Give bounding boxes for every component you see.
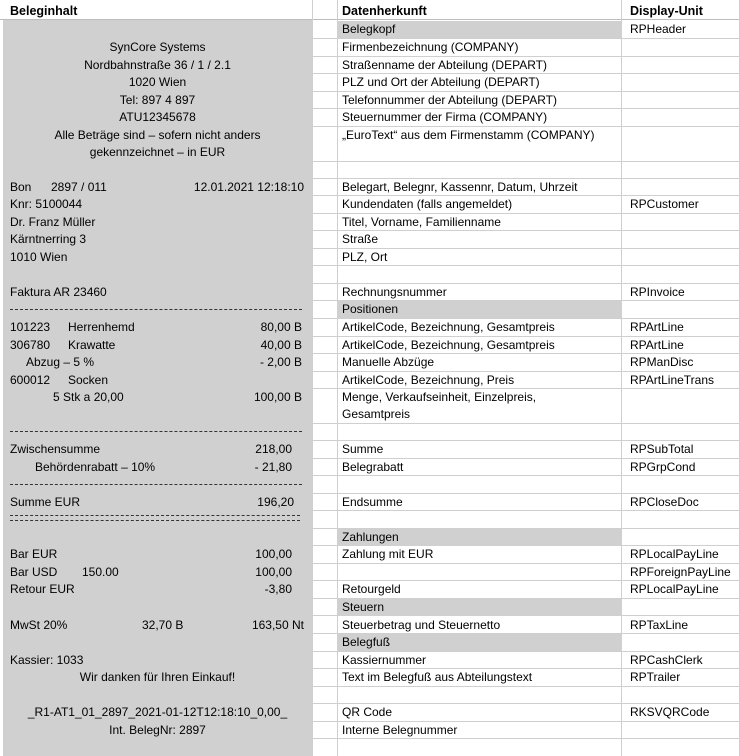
line-name: Krawatte (68, 338, 116, 352)
source-text: „EuroText“ aus dem Firmenstamm (COMPANY) (342, 128, 595, 142)
receipt-return-label: Retour EUR (10, 582, 75, 596)
receipt-pay-usd-foreign: 150.00 (82, 565, 119, 579)
header-receipt: Beleginhalt (10, 4, 78, 18)
row-line (312, 686, 740, 687)
header-source: Datenherkunft (342, 4, 427, 18)
receipt-euro-text-1: Alle Beträge sind – sofern nicht anders (54, 128, 261, 142)
source-text: Belegart, Belegnr, Kassennr, Datum, Uhrzeit (342, 180, 578, 194)
receipt-invoice: Faktura AR 23460 (10, 285, 107, 299)
unit-label: RKSVQRCode (630, 705, 710, 719)
receipt-pay-eur-value: 100,00 (255, 547, 292, 561)
source-text: ArtikelCode, Bezeichnung, Gesamtpreis (342, 338, 555, 352)
receipt-subtotal-value: 218,00 (255, 442, 292, 456)
source-text: Text im Belegfuß aus Abteilungstext (342, 670, 533, 684)
source-text: ArtikelCode, Bezeichnung, Gesamtpreis (342, 320, 555, 334)
unit-label: RPCustomer (630, 197, 699, 211)
receipt-internal-no: Int. BelegNr: 2897 (109, 723, 206, 737)
source-text: Summe (342, 442, 384, 456)
receipt-discount-label: Behördenrabatt – 10% (35, 460, 156, 474)
receipt-tax-net: 163,50 Nt (251, 618, 304, 632)
source-text: Zahlung mit EUR (342, 547, 434, 561)
section-belegfuss: Belegfuß (337, 634, 621, 651)
receipt-separator (10, 484, 302, 486)
receipt-tax-label: MwSt 20% (10, 618, 68, 632)
column-divider-3 (621, 0, 622, 756)
source-text: Belegrabatt (342, 460, 404, 474)
receipt-sum-label: Summe EUR (10, 495, 81, 509)
source-text: Straße (342, 232, 379, 246)
receipt-street: Nordbahnstraße 36 / 1 / 2.1 (84, 58, 231, 72)
line-amount: - 2,00 B (259, 355, 302, 369)
line-amount: 80,00 B (260, 320, 302, 334)
unit-label: RPTaxLine (630, 618, 689, 632)
line-name: Socken (68, 373, 109, 387)
receipt-customer-name: Dr. Franz Müller (10, 215, 96, 229)
source-text: Menge, Verkaufseinheit, Einzelpreis, Gesamtpreis (342, 390, 537, 421)
source-text: Endsumme (342, 495, 403, 509)
receipt-customer-city: 1010 Wien (10, 250, 68, 264)
line-name: 5 Stk a 20,00 (53, 390, 124, 404)
receipt-euro-text-2: gekennzeichnet – in EUR (89, 145, 226, 159)
receipt-company: SynCore Systems (109, 40, 206, 54)
receipt-double-separator (10, 515, 300, 521)
section-belegkopf: Belegkopf (337, 21, 621, 38)
unit-label: RPSubTotal (630, 442, 694, 456)
source-text: Manuelle Abzüge (342, 355, 435, 369)
source-text: Interne Belegnummer (342, 723, 458, 737)
source-text: QR Code (342, 705, 393, 719)
receipt-datetime: 12.01.2021 12:18:10 (193, 180, 304, 194)
header-unit: Display-Unit (630, 4, 703, 18)
header-divider (0, 19, 740, 20)
receipt-bon-number: 2897 / 011 (51, 180, 107, 194)
line-amount: 100,00 B (253, 390, 302, 404)
receipt-thanks: Wir danken für Ihren Einkauf! (79, 670, 236, 684)
row-line (312, 161, 740, 162)
receipt-city: 1020 Wien (128, 75, 187, 89)
unit-label: RPTrailer (630, 670, 681, 684)
receipt-discount-value: - 21,80 (254, 460, 292, 474)
source-text: Kassiernummer (342, 653, 427, 667)
receipt-tel: Tel: 897 4 897 (119, 93, 196, 107)
receipt-pay-eur-label: Bar EUR (10, 547, 58, 561)
column-divider-1 (312, 0, 313, 756)
line-code: 600012 (10, 373, 51, 387)
source-text: Titel, Vorname, Familienname (342, 215, 501, 229)
receipt-tax-amount: 32,70 B (142, 618, 184, 632)
row-line (312, 423, 740, 424)
receipt-sum-value: 196,20 (257, 495, 294, 509)
source-text: PLZ, Ort (342, 250, 388, 264)
section-steuern: Steuern (337, 599, 621, 616)
source-text: PLZ und Ort der Abteilung (DEPART) (342, 75, 540, 89)
unit-label: RPManDisc (630, 355, 694, 369)
source-text: Steuernummer der Firma (COMPANY) (342, 110, 548, 124)
receipt-customer-street: Kärntnerring 3 (10, 232, 87, 246)
unit-label: RPLocalPayLine (630, 582, 719, 596)
unit-label: RPArtLine (630, 338, 684, 352)
receipt-customer-no: Knr: 5100044 (10, 197, 83, 211)
receipt-qr-text: _R1-AT1_01_2897_2021-01-12T12:18:10_0,00_ (27, 705, 288, 719)
receipt-separator (10, 431, 302, 433)
source-text: Straßenname der Abteilung (DEPART) (342, 58, 547, 72)
source-text: Firmenbezeichnung (COMPANY) (342, 40, 519, 54)
receipt-pay-usd-label: Bar USD (10, 565, 58, 579)
section-positionen: Positionen (337, 301, 621, 318)
section-zahlungen: Zahlungen (337, 529, 621, 546)
unit-label: RPInvoice (630, 285, 685, 299)
receipt-bon-label: Bon (10, 180, 32, 194)
unit-label: RPLocalPayLine (630, 547, 719, 561)
unit-label: RPGrpCond (630, 460, 696, 474)
source-text: Steuerbetrag und Steuernetto (342, 618, 501, 632)
unit-label: RPHeader (630, 22, 687, 36)
source-text: Kundendaten (falls angemeldet) (342, 197, 513, 211)
source-text: Rechnungsnummer (342, 285, 447, 299)
receipt-subtotal-label: Zwischensumme (10, 442, 101, 456)
line-code: 101223 (10, 320, 51, 334)
unit-label: RPCloseDoc (630, 495, 699, 509)
unit-label: RPForeignPayLine (630, 565, 731, 579)
unit-label: RPArtLine (630, 320, 684, 334)
unit-label: RPCashClerk (630, 653, 703, 667)
line-amount: 40,00 B (260, 338, 302, 352)
line-code: 306780 (10, 338, 51, 352)
source-text: Telefonnummer der Abteilung (DEPART) (342, 93, 557, 107)
receipt-return-value: -3,80 (264, 582, 292, 596)
line-name: Herrenhemd (68, 320, 135, 334)
receipt-pay-usd-value: 100,00 (255, 565, 292, 579)
source-text: ArtikelCode, Bezeichnung, Preis (342, 373, 515, 387)
receipt-separator (10, 309, 302, 311)
receipt-cashier: Kassier: 1033 (10, 653, 84, 667)
line-name: Abzug – 5 % (26, 355, 95, 369)
source-text: Retourgeld (342, 582, 401, 596)
unit-label: RPArtLineTrans (630, 373, 715, 387)
receipt-vat-id: ATU12345678 (119, 110, 196, 124)
